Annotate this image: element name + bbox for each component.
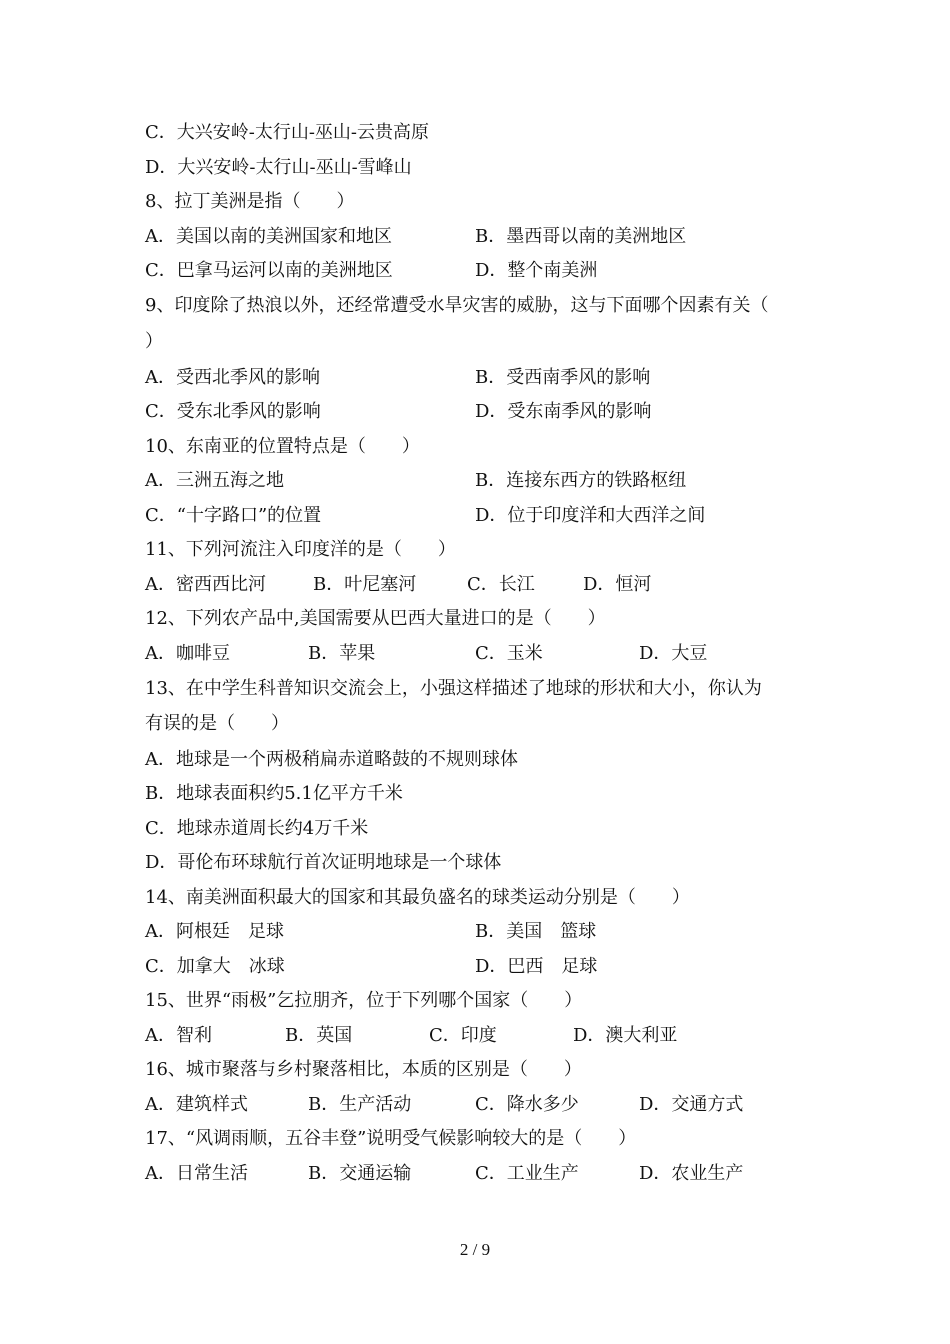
q13-option-d: D．哥伦布环球航行首次证明地球是一个球体 — [145, 852, 502, 873]
q15-option-d: D．澳大利亚 — [573, 1025, 678, 1046]
q9-option-a: A．受西北季风的影响 — [145, 367, 320, 388]
q7-option-c: C．大兴安岭-太行山-巫山-云贵高原 — [145, 122, 430, 143]
q14-option-b: B．美国 篮球 — [475, 921, 597, 942]
q17-option-b: B．交通运输 — [308, 1163, 412, 1184]
q10-option-d: D．位于印度洋和大西洋之间 — [475, 505, 706, 526]
q15-stem: 15、世界“雨极”乞拉朋齐，位于下列哪个国家（ ） — [145, 990, 583, 1011]
q8-option-c: C．巴拿马运河以南的美洲地区 — [145, 260, 393, 281]
q11-option-a: A．密西西比河 — [145, 574, 266, 595]
q14-option-a: A．阿根廷 足球 — [145, 921, 284, 942]
q8-option-b: B．墨西哥以南的美洲地区 — [475, 226, 687, 247]
q10-option-b: B．连接东西方的铁路枢纽 — [475, 470, 687, 491]
q13-option-a: A．地球是一个两极稍扁赤道略鼓的不规则球体 — [145, 749, 518, 770]
q14-option-d: D．巴西 足球 — [475, 956, 598, 977]
q11-stem: 11、下列河流注入印度洋的是（ ） — [145, 539, 456, 560]
q17-stem: 17、“风调雨顺，五谷丰登”说明受气候影响较大的是（ ） — [145, 1128, 637, 1149]
q16-option-a: A．建筑样式 — [145, 1094, 248, 1115]
q13-stem-line2: 有误的是（ ） — [145, 713, 289, 734]
q11-option-c: C．长江 — [467, 574, 535, 595]
q10-option-c: C．“十字路口”的位置 — [145, 505, 322, 526]
q8-stem: 8、拉丁美洲是指（ ） — [145, 191, 355, 212]
q9-stem-line2: ） — [145, 331, 163, 352]
q13-stem-line1: 13、在中学生科普知识交流会上，小强这样描述了地球的形状和大小，你认为 — [145, 678, 762, 699]
q17-option-a: A．日常生活 — [145, 1163, 248, 1184]
q17-option-d: D．农业生产 — [639, 1163, 744, 1184]
q7-option-d: D．大兴安岭-太行山-巫山-雪峰山 — [145, 157, 412, 178]
q13-option-b: B．地球表面积约5.1亿平方千米 — [145, 783, 403, 804]
q9-option-c: C．受东北季风的影响 — [145, 401, 321, 422]
q13-option-c: C．地球赤道周长约4万千米 — [145, 818, 369, 839]
q14-option-c: C．加拿大 冰球 — [145, 956, 285, 977]
q12-option-c: C．玉米 — [475, 643, 543, 664]
q17-option-c: C．工业生产 — [475, 1163, 579, 1184]
page-number: 2 / 9 — [459, 1240, 491, 1259]
q10-option-a: A．三洲五海之地 — [145, 470, 284, 491]
q12-stem: 12、下列农产品中,美国需要从巴西大量进口的是（ ） — [145, 608, 606, 629]
q12-option-d: D．大豆 — [639, 643, 708, 664]
q15-option-b: B．英国 — [285, 1025, 353, 1046]
q12-option-a: A．咖啡豆 — [145, 643, 230, 664]
q15-option-c: C．印度 — [429, 1025, 497, 1046]
q8-option-a: A．美国以南的美洲国家和地区 — [145, 226, 392, 247]
q11-option-d: D．恒河 — [583, 574, 652, 595]
q9-stem-line1: 9、印度除了热浪以外，还经常遭受水旱灾害的威胁，这与下面哪个因素有关（ — [145, 295, 769, 316]
q10-stem: 10、东南亚的位置特点是（ ） — [145, 436, 420, 457]
q9-option-b: B．受西南季风的影响 — [475, 367, 651, 388]
q12-option-b: B．苹果 — [308, 643, 376, 664]
q16-option-c: C．降水多少 — [475, 1094, 579, 1115]
q15-option-a: A．智利 — [145, 1025, 212, 1046]
q16-stem: 16、城市聚落与乡村聚落相比，本质的区别是（ ） — [145, 1059, 582, 1080]
q11-option-b: B．叶尼塞河 — [313, 574, 417, 595]
q16-option-b: B．生产活动 — [308, 1094, 412, 1115]
q9-option-d: D．受东南季风的影响 — [475, 401, 652, 422]
q14-stem: 14、南美洲面积最大的国家和其最负盛名的球类运动分别是（ ） — [145, 887, 690, 908]
q8-option-d: D．整个南美洲 — [475, 260, 598, 281]
q16-option-d: D．交通方式 — [639, 1094, 744, 1115]
